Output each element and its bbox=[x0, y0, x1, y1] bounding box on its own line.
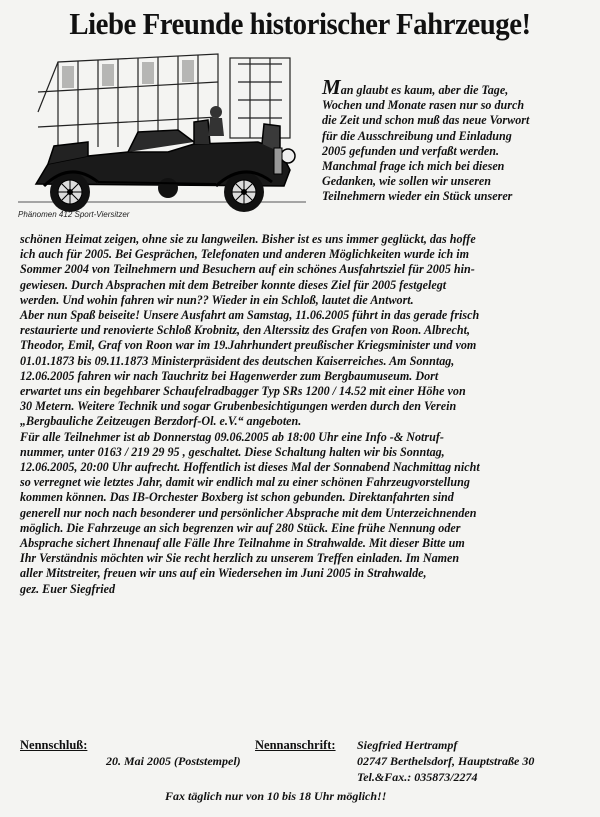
deadline-value: 20. Mai 2005 (Poststempel) bbox=[106, 754, 241, 768]
text-line: werden. Und wohin fahren wir nun?? Wieder in ein Schloß, lautet die Antwort. bbox=[20, 292, 414, 307]
text-line: 01.01.1873 bis 09.11.1873 Ministerpräsident des deutschen Kaiserreiches. Am Sonntag, bbox=[20, 353, 455, 368]
fax-note: Fax täglich nur von 10 bis 18 Uhr möglich!! bbox=[165, 789, 387, 803]
text-line: „Bergbauliche Zeitzeugen Berzdorf-Ol. e.V.“ angeboten. bbox=[20, 414, 302, 429]
intro-line: Manchmal frage ich mich bei diesen bbox=[322, 159, 505, 174]
text-line: Absprache sichert Ihnenauf alle Fälle Ihre Teilnahme in Strahwalde. Mit dieser Bitte um bbox=[20, 536, 465, 551]
intro-paragraph bbox=[322, 75, 590, 205]
text-line: Für alle Teilnehmer ist ab Donnerstag 09.06.2005 ab 18:00 Uhr eine Info -& Notruf- bbox=[20, 429, 444, 444]
text-line: ich auch für 2005. Bei Gesprächen, Telefonaten und anderen Möglichkeiten wurde ich im bbox=[20, 247, 470, 262]
deadline-label: Nennschluß: bbox=[20, 738, 88, 752]
intro-line: die Zeit und schon muß das neue Vorwort bbox=[322, 113, 530, 128]
main-text bbox=[20, 232, 588, 597]
text-line: so verregnet wie letztes Jahr, damit wir endlich mal zu einer schönen Fahrzeugvorstellung bbox=[20, 475, 470, 490]
intro-line: Teilnehmern wieder ein Stück unserer bbox=[322, 189, 513, 204]
intro-line: 2005 gefunden und verfaßt werden. bbox=[322, 143, 500, 158]
text-line: erwartet uns ein begehbarer Schaufelradbagger Typ SRs 1200 / 14.52 mit einer Höhe von bbox=[20, 384, 466, 399]
text-line: generell nur noch nach besonderer und persönlicher Absprache mit dem Unterzeichnenden bbox=[20, 505, 477, 520]
page-title: Liebe Freunde historischer Fahrzeuge! bbox=[69, 6, 531, 41]
text-line: aller Mitstreiter, freuen wir uns auf ein Wiedersehen im Juni 2005 in Strahwalde, bbox=[20, 566, 427, 581]
intro-line: Gedanken, wie sollen wir unseren bbox=[322, 174, 491, 189]
text-line: nummer, unter 0163 / 219 29 95 , geschaltet. Diese Schaltung halten wir bis Sonntag, bbox=[20, 444, 445, 459]
text-line: Ihr Verständnis möchten wir Sie recht herzlich zu unserem Treffen einladen. Im Namen bbox=[20, 551, 460, 566]
text-line: gewiesen. Durch Absprachen mit dem Betreiber konnte dieses Ziel für 2005 festgelegt bbox=[20, 277, 447, 292]
contact-phone: Tel.&Fax.: 035873/2274 bbox=[357, 770, 478, 784]
address-label: Nennanschrift: bbox=[255, 738, 336, 752]
image-caption: Phänomen 412 Sport-Viersitzer bbox=[18, 210, 130, 219]
text-line: Theodor, Emil, Graf von Roon war im 19.Jahrhundert preußischer Kriegsminister und vom bbox=[20, 338, 477, 353]
vintage-car-drawing bbox=[18, 52, 306, 220]
text-line: 30 Metern. Weitere Technik und sogar Grubenbesichtigungen werden durch den Verein bbox=[20, 399, 457, 414]
text-line: restaurierte und renovierte Schloß Krobnitz, den Alterssitz des Grafen von Roon. Albrecht, bbox=[20, 323, 470, 338]
text-line: Aber nun Spaß beiseite! Unsere Ausfahrt am Samstag, 11.06.2005 führt in das gerade frisch bbox=[20, 308, 480, 323]
text-line: Sommer 2004 von Teilnehmern und Besuchern auf ein schönes Ausfahrtsziel für 2005 hin- bbox=[20, 262, 475, 277]
text-line: kommen können. Das IB-Orchester Boxberg ist schon gebunden. Direktanfahrten sind bbox=[20, 490, 454, 505]
text-line: 12.06.2005 fahren wir nach Tauchritz bei Hagenwerder zum Bergbaumuseum. Dort bbox=[20, 368, 439, 383]
text-line: schönen Heimat zeigen, ohne sie zu langweilen. Bisher ist es uns immer geglückt, das hoffe bbox=[20, 232, 476, 246]
dropcap: M bbox=[322, 75, 341, 99]
intro-line: Man glaubt es kaum, aber die Tage, bbox=[322, 75, 509, 99]
intro-line: Wochen und Monate rasen nur so durch bbox=[322, 98, 525, 113]
text-line: 12.06.2005, 20:00 Uhr aufrecht. Hoffentlich ist dieses Mal der Sonnabend Nachmittag nicht bbox=[20, 460, 480, 475]
contact-street: 02747 Berthelsdorf, Hauptstraße 30 bbox=[357, 754, 535, 768]
car-illustration bbox=[18, 52, 306, 230]
contact-name: Siegfried Hertrampf bbox=[357, 738, 458, 752]
text-line: gez. Euer Siegfried bbox=[20, 581, 116, 596]
intro-line: für die Ausschreibung und Einladung bbox=[322, 128, 512, 143]
text-line: möglich. Die Fahrzeuge an sich begrenzen wir auf 280 Stück. Eine frühe Nennung oder bbox=[20, 520, 461, 535]
